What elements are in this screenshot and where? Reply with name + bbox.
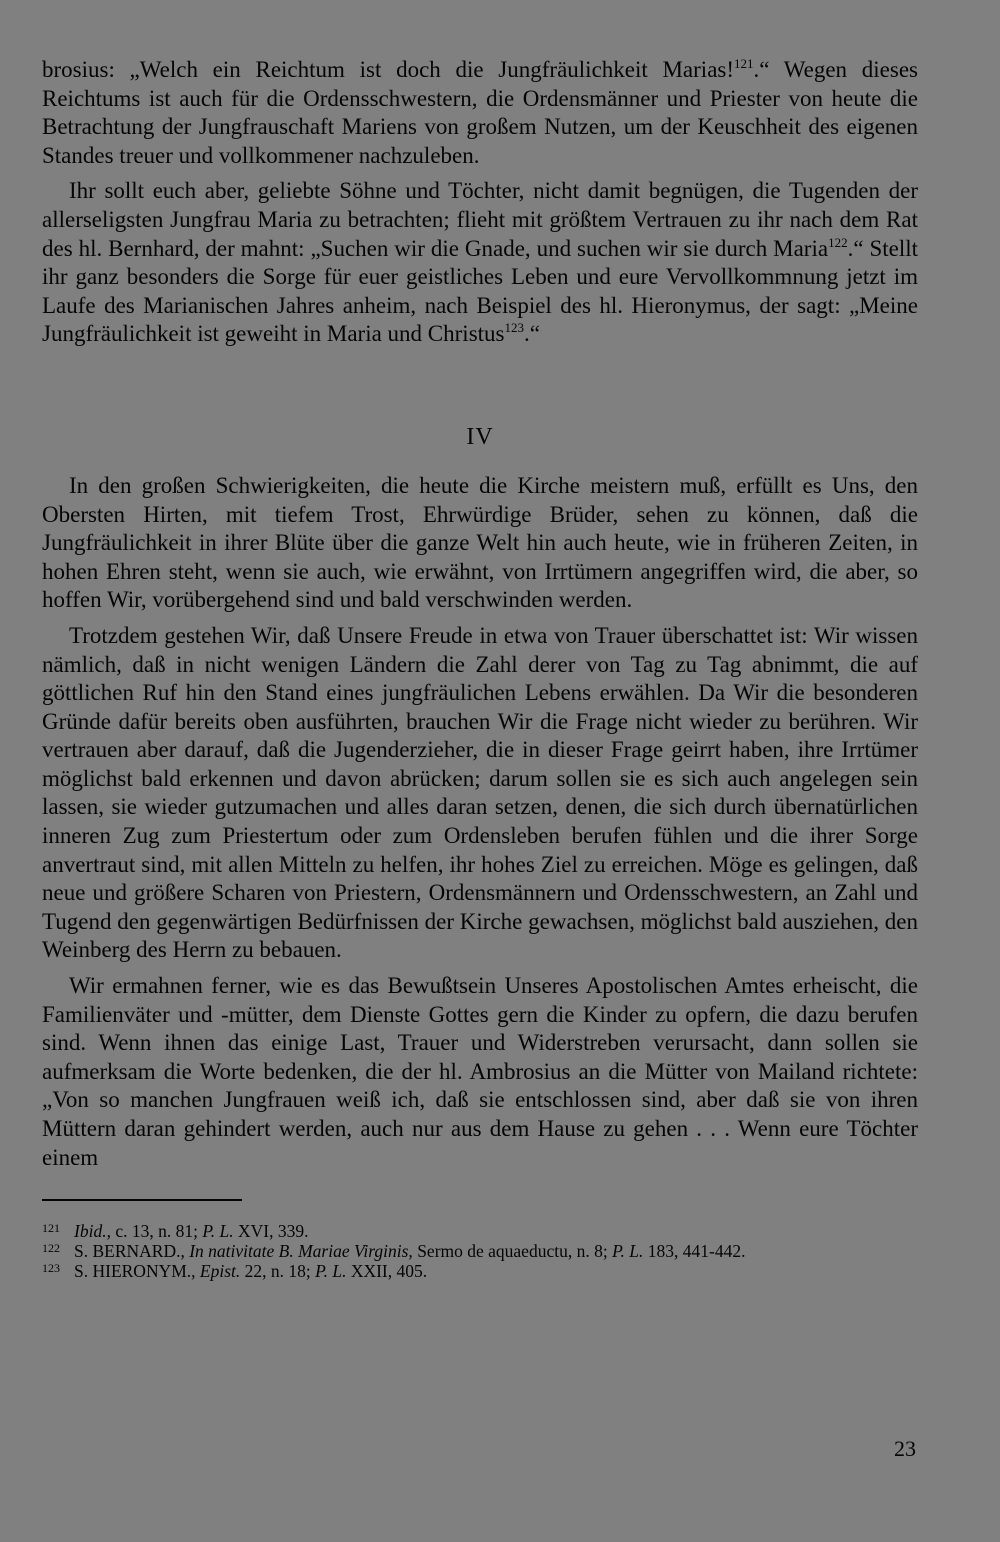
paragraph-text: brosius: „Welch ein Reichtum ist doch die Jungfräulichkeit Marias! (42, 57, 735, 82)
footnote-number: 122 (42, 1241, 60, 1256)
paragraph: In den großen Schwierigkeiten, die heute die Kirche meistern muß, erfüllt es Uns, den Obersten Hirten, mit tiefem Trost, Ehrwürdige Brüder, sehen zu können, daß die Jungfräulichkeit in ihrer Blüte über die ganze Welt hin auch heute, wie in früheren Zeiten, in hohen Ehren steht, wenn sie auch, wie erwähnt, von Irrtümern angegriffen wird, die aber, so hoffen Wir, vorübergehend sind und bald verschwinden werden. (42, 472, 918, 613)
footnotes (42, 1221, 918, 1281)
footnote-italic: Ibid., (74, 1221, 111, 1242)
paragraph: Wir ermahnen ferner, wie es das Bewußtsein Unseres Apostolischen Amtes erheischt, die Familienväter und -mütter, dem Dienste Gottes gern die Kinder zu opfern, die dazu berufen sind. Wenn ihnen das einige Last, Trauer und Widerstreben verursacht, dann sollen sie aufmerksam die Worte bedenken, die der hl. Ambrosius an die Mütter von Mailand richtete: „Von so manchen Jungfrauen weiß ich, daß sie entschlossen sind, aber daß sie von ihren Müttern daran gehindert werden, auch nur aus dem Hause zu gehen . . . Wenn eure Töchter einem (42, 973, 918, 1170)
footnote (42, 1241, 918, 1261)
footnote-text (74, 1241, 918, 1261)
footnote (42, 1261, 918, 1281)
footnote-number: 121 (42, 1221, 60, 1236)
paragraph (42, 177, 918, 349)
footnote-plain: 183, 441-442. (643, 1241, 746, 1262)
footnote-divider (42, 1199, 242, 1201)
page-number: 23 (894, 1436, 916, 1461)
footnote-plain: XVI, 339. (233, 1221, 309, 1242)
footnote-plain: S. HIERONYM., (74, 1261, 200, 1282)
paragraph: Trotzdem gestehen Wir, daß Unsere Freude in etwa von Trauer überschattet ist: Wir wissen nämlich, daß in nicht wenigen Ländern die Zahl derer von Tag zu Tag abnimmt, die auf göttlichen Ruf hin den Stand eines jungfräulichen Lebens erwählen. Da Wir die besonderen Gründe dafür bereits oben ausführten, brauchen Wir die Frage nicht wieder zu berühren. Wir vertrauen aber darauf, daß die Jugenderzieher, die in dieser Frage geirrt haben, ihre Irrtümer möglichst bald erkennen und davon abrücken; darum sollen sie es sich auch angelegen sein lassen, sie wieder gutzumachen und alles daran setzen, denen, die sich durch übernatürlichen inneren Zug zum Priestertum oder zum Ordensleben berufen fühlen und die ihrer Sorge anvertraut sind, mit allen Mitteln zu helfen, ihr hohes Ziel zu erreichen. Möge es gelingen, daß neue und größere Scharen von Priestern, Ordensmännern und Ordensschwestern, an Zahl und Tugend den gegenwärtigen Bedürfnissen der Kirche gewachsen, möglichst bald ausziehen, den Weinberg des Herrn zu bebauen. (42, 622, 918, 963)
section-heading: IV (466, 423, 494, 450)
footnote-text (74, 1221, 918, 1241)
page-body (42, 56, 918, 1281)
footnote-number: 123 (42, 1261, 60, 1276)
footnote-plain: Sermo de aquaeductu, n. 8; (412, 1241, 613, 1262)
paragraph-text: Ihr sollt euch aber, geliebte Söhne und Töchter, nicht damit begnügen, die Tugenden der allerseligsten Jungfrau Maria zu betrachten; flieht mit größtem Vertrauen zu ihr nach dem Rat des hl. Bernhard, der mahnt: „Suchen wir die Gnade, und suchen wir sie durch Maria (42, 178, 918, 261)
footnote-plain: XXII, 405. (346, 1261, 428, 1282)
footnote-plain: c. 13, n. 81; (110, 1221, 203, 1242)
paragraph-text: .“ Wegen dieses Reichtums ist auch für die Ordensschwestern, die Ordensmänner und Priester von heute die Betrachtung der Jungfrauschaft Mariens von großem Nutzen, um der Keuschheit des eigenen Standes treuer und vollkommener nachzuleben. (42, 57, 918, 168)
footnote-plain: S. BERNARD., (74, 1241, 190, 1262)
paragraph-text: .“ Stellt ihr ganz besonders die Sorge für euer geistliches Leben und eure Vervollkommnung jetzt im Laufe des Marianischen Jahres anheim, nach Beispiel des hl. Hieronymus, der sagt: „Meine Jungfräulichkeit ist geweiht in Maria und Christus (42, 235, 919, 347)
footnote-plain: 22, n. 18; (240, 1261, 316, 1282)
footnote-ref[interactable]: 121 (734, 56, 754, 71)
footnote-italic: Epist. (199, 1261, 241, 1282)
footnote-italic: In nativitate B. Mariae Virginis, (189, 1241, 413, 1262)
footnote-ref[interactable]: 123 (504, 320, 524, 336)
footnote-ref[interactable]: 122 (828, 234, 848, 250)
paragraph-text: .“ (523, 321, 540, 347)
footnote-italic: P. L. (315, 1261, 347, 1282)
footnote-italic: P. L. (202, 1221, 234, 1242)
footnote-italic: P. L. (612, 1241, 644, 1262)
footnote-text (74, 1261, 918, 1281)
paragraph-continued (42, 56, 918, 170)
footnote (42, 1221, 918, 1241)
